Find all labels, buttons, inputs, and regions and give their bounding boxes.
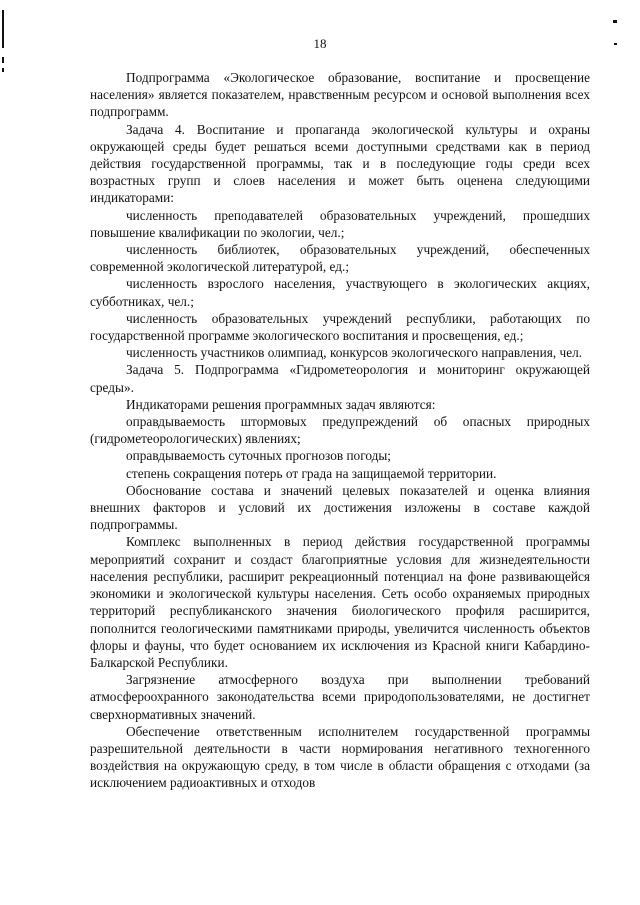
indicator-item: степень сокращения потерь от града на защищаемой территории. xyxy=(126,465,497,481)
indicator-item: численность участников олимпиад, конкурсов экологического направления, чел. xyxy=(126,345,583,361)
document-body xyxy=(90,69,590,792)
indicator-item: оправдываемость штормовых предупреждений об опасных природных (гидрометеорологических) явлениях; xyxy=(90,414,590,447)
scan-mark-right-top xyxy=(613,20,617,23)
indicator-item: оправдываемость суточных прогнозов погоды; xyxy=(126,448,391,464)
paragraph: Комплекс выполненных в период действия государственной программы мероприятий сохранит и создаст благоприятные условия для жизнедеятельности населения республики, расширит рекреационный потенциал на фоне развивающейся экономики и экологической культуры населения. Сеть особо охраняемых природных территорий республиканского значения биологического профиля расширится, пополнится геологическими памятниками природы, увеличится численность объектов флоры и фауны, что будет основанием их исключения из Красной книги Кабардино-Балкарской Республики. xyxy=(90,534,590,670)
page-number: 18 xyxy=(313,36,327,51)
paragraph: Задача 5. Подпрограмма «Гидрометеорология и мониторинг окружающей среды». xyxy=(90,362,590,395)
scan-mark-left-mid xyxy=(2,57,4,63)
scan-mark-left-low xyxy=(2,68,4,72)
indicator-item: численность образовательных учреждений республики, работающих по государственной программе экологического воспитания и просвещения, ед.; xyxy=(90,310,590,344)
paragraph: Подпрограмма «Экологическое образование, воспитание и просвещение населения» является показателем, нравственным ресурсом и основой выполнения всех подпрограмм. xyxy=(90,70,590,120)
paragraph: Загрязнение атмосферного воздуха при выполнении требований атмосфероохранного законодательства всеми природопользователями, не достигнет сверхнормативных значений. xyxy=(90,672,590,722)
indicator-item: численность преподавателей образовательных учреждений, прошедших повышение квалификации по экологии, чел.; xyxy=(90,207,590,240)
paragraph: Обеспечение ответственным исполнителем государственной программы разрешительной деятельности в части нормирования негативного техногенного воздействия на окружающую среду, в том числе в области обращения с отходами (за исключением радиоактивных и отходов xyxy=(90,723,590,791)
paragraph: Задача 4. Воспитание и пропаганда экологической культуры и охраны окружающей среды будет решаться всеми доступными средствами как в период действия государственной программы, так и в последующие годы среди всех возрастных групп и слоев населения и может быть оценена следующими индикаторами: xyxy=(90,121,590,206)
paragraph: Индикаторами решения программных задач являются: xyxy=(126,396,436,412)
indicator-item: численность взрослого населения, участвующего в экологических акциях, субботниках, чел.; xyxy=(90,276,590,309)
indicator-item: численность библиотек, образовательных учреждений, обеспеченных современной экологической литературой, ед.; xyxy=(90,242,590,275)
paragraph: Обоснование состава и значений целевых показателей и оценка влияния внешних факторов и условий их достижения изложены в составе каждой подпрограммы. xyxy=(90,482,590,533)
